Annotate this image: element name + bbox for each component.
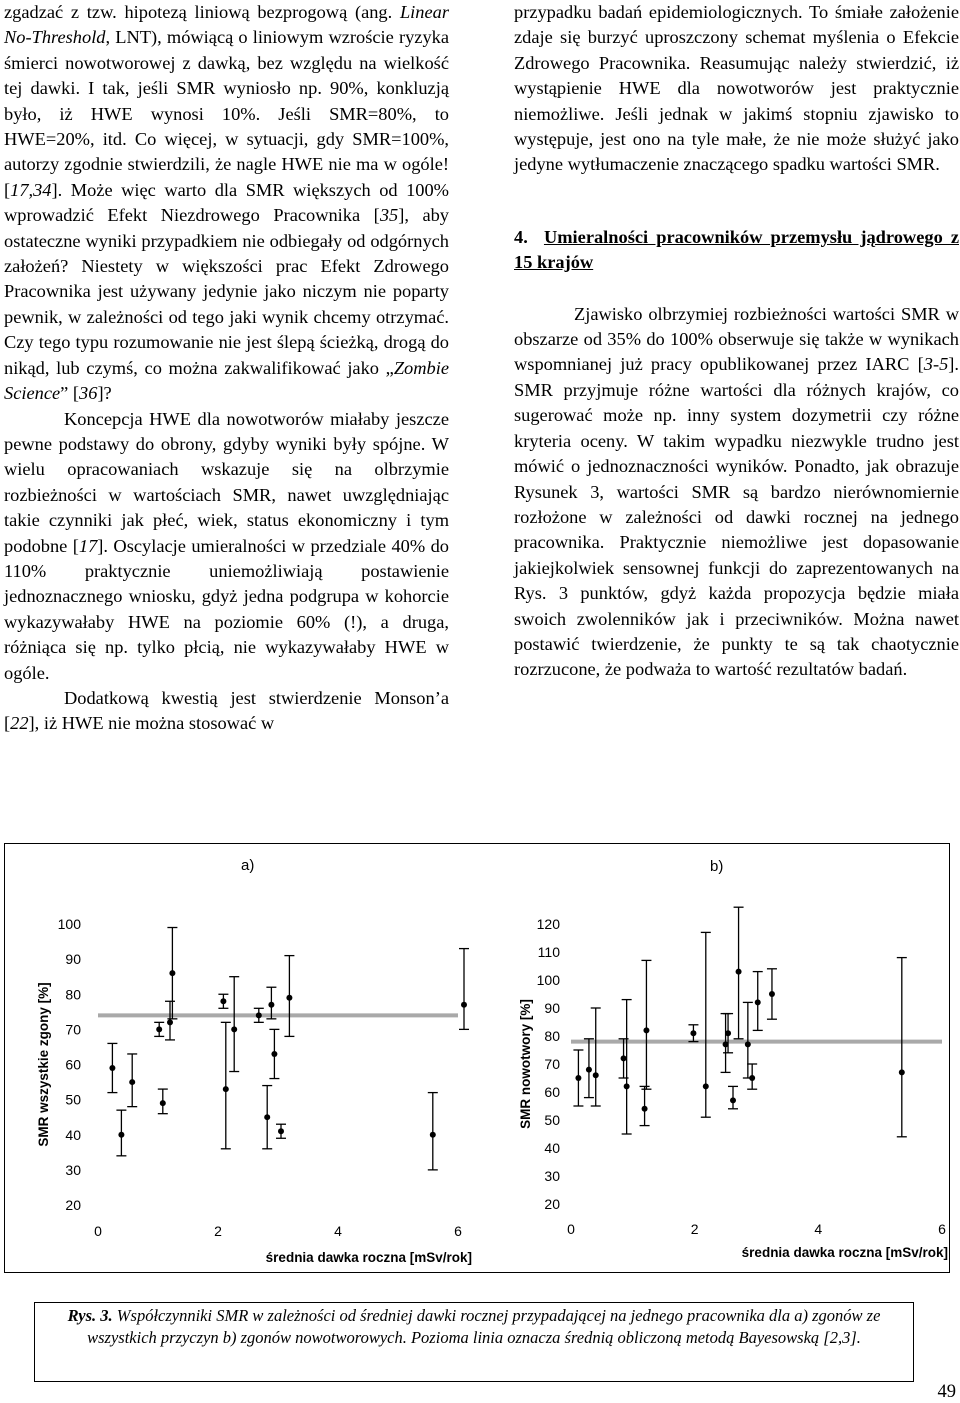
data-point <box>755 999 761 1005</box>
text-run: 36 <box>79 383 98 404</box>
y-tick-label: 30 <box>65 1161 81 1178</box>
data-point <box>430 1132 436 1138</box>
y-axis-label: SMR wszystkie zgony [%] <box>36 982 51 1147</box>
page-number: 49 <box>937 1382 956 1402</box>
y-tick-label: 120 <box>536 916 560 932</box>
text-run: Zombie Science <box>4 357 449 404</box>
y-tick-label: 100 <box>57 916 81 932</box>
y-tick-label: 90 <box>65 951 81 968</box>
text-run: zgadzać z tzw. hipotezą liniową bezprogową (ang. <box>4 2 400 22</box>
paragraph-hwe-concept <box>4 407 449 686</box>
text-run: Zjawisko olbrzymiej rozbieżności wartości SMR w obszarze od 35% do 100% obserwuje się także w wynikach wspomnianej już pracy opublikowanej przez IARC [ <box>514 303 959 375</box>
chart-a-svg <box>10 895 480 1280</box>
y-tick-label: 70 <box>65 1021 81 1038</box>
y-tick-label: 60 <box>544 1084 560 1100</box>
figure-label-a: a) <box>241 857 255 874</box>
data-point <box>156 1026 162 1032</box>
text-run: , LNT), mówiącą o liniowym wzroście ryzyka śmierci nowotworowej z dawką, bez względu na wielkość tej dawki. I tak, jeśli SMR wyniosło np. 90%, konkluzją było, iż HWE wynosi 10%. Jeśli SMR=80%, to HWE=20%, itd. Co więcej, w sytuacji, gdy SMR=100%, autorzy zgodnie stwierdzili, że nagle HWE nie ma w ogóle! [ <box>4 27 449 200</box>
text-run: 17 <box>78 535 98 556</box>
y-tick-label: 40 <box>65 1126 81 1143</box>
data-point <box>278 1128 284 1134</box>
caption-label: Rys. 3. <box>67 1306 113 1325</box>
text-run: przypadku badań epidemiologicznych. To śmiałe założenie zdaje się burzyć uproszczony schemat myślenia o Efekcie Zdrowego Pracownika. Reasumując należy stwierdzić, iż wystąpienie HWE dla nowotworów jest praktycznie niemożliwe. Jeśli jednak w jakimś stopniu zjawisko to występuje, jest ono na tyle małe, że nie może służyć jako jedyne wytłumaczenie znaczącego spadku wartości SMR. <box>514 2 959 175</box>
chart-b-svg <box>480 895 950 1280</box>
data-point <box>256 1012 262 1018</box>
data-point <box>286 995 292 1001</box>
y-tick-label: 20 <box>544 1196 560 1212</box>
paragraph-continued <box>4 0 449 407</box>
text-run: 17,34 <box>10 179 52 200</box>
y-tick-label: 60 <box>65 1056 81 1073</box>
x-tick-label: 4 <box>334 1223 342 1239</box>
section-heading <box>514 225 959 276</box>
data-point <box>575 1075 581 1081</box>
data-point <box>899 1069 905 1075</box>
left-column <box>4 0 449 737</box>
figure-label-b: b) <box>710 858 724 875</box>
data-point <box>769 991 775 997</box>
data-point <box>231 1026 237 1032</box>
text-run: 22 <box>10 713 29 734</box>
y-tick-label: 80 <box>544 1028 560 1044</box>
x-tick-label: 6 <box>454 1223 462 1239</box>
text-run: Linear No-Threshold <box>4 2 449 48</box>
text-run: ]. Może więc warto dla SMR większych od 100% wprowadzić Efekt Niezdrowego Pracownika [ <box>4 179 449 226</box>
data-point <box>736 969 742 975</box>
data-point <box>725 1030 731 1036</box>
data-point <box>129 1079 135 1085</box>
paragraph-iarc <box>514 302 959 683</box>
data-point <box>271 1051 277 1057</box>
y-axis-label: SMR nowotwory [%] <box>518 999 533 1129</box>
paragraph-epidemiology <box>514 0 959 178</box>
text-run: ], iż HWE nie można stosować w <box>28 713 275 734</box>
y-tick-label: 30 <box>544 1168 560 1184</box>
right-column <box>514 0 959 683</box>
data-point <box>690 1030 696 1036</box>
data-point <box>621 1055 627 1061</box>
paragraph-monson <box>4 686 449 737</box>
text-run: ]. Oscylacje umieralności w przedziale 40% do 110% praktycznie uniemożliwiają postawienie jednoznacznego wniosku, gdyż jedna podgrupa w kohorcie wykazywałaby HWE na poziomie 60% (!), a druga, różniąca się np. tylko płcią, nie wykazywałaby HWE w ogóle. <box>4 535 449 683</box>
y-tick-label: 110 <box>537 944 560 960</box>
x-tick-label: 2 <box>214 1223 222 1239</box>
x-tick-label: 6 <box>938 1221 946 1237</box>
chart-a <box>10 895 480 1285</box>
data-point <box>268 1002 274 1008</box>
x-tick-label: 2 <box>690 1221 699 1237</box>
text-run: Dodatkową kwestią jest stwierdzenie Monson’a [ <box>4 687 449 734</box>
data-point <box>461 1002 467 1008</box>
data-point <box>223 1086 229 1092</box>
x-axis-label: średnia dawka roczna [mSv/rok] <box>265 1250 472 1265</box>
data-point <box>264 1114 270 1120</box>
section-number: 4. <box>514 226 528 247</box>
y-tick-label: 70 <box>544 1056 560 1072</box>
y-tick-label: 20 <box>65 1197 81 1213</box>
y-tick-label: 40 <box>544 1140 560 1156</box>
section-title: Umieralności pracowników przemysłu jądrowego z 15 krajów <box>514 226 959 273</box>
text-run: Koncepcja HWE dla nowotworów miałaby jeszcze pewne podstawy do obrony, gdyby wyniki były spójne. W wielu opracowaniach wskazuje się na olbrzymie rozbieżności w wartościach SMR, nawet uwzględniając takie czynniki jak płeć, wiek, status ekonomiczny i tym podobne [ <box>4 408 449 556</box>
chart-b <box>480 895 950 1285</box>
y-tick-label: 100 <box>536 972 560 988</box>
data-point <box>642 1106 648 1112</box>
text-run: 35 <box>379 205 399 226</box>
data-point <box>643 1027 649 1033</box>
data-point <box>745 1041 751 1047</box>
text-run: 3-5 <box>923 354 949 375</box>
text-run: ” [ <box>60 383 80 404</box>
data-point <box>624 1083 630 1089</box>
text-run: ], aby ostateczne wyniki przypadkiem nie odbiegały od odgórnych założeń? Niestety w większości prac Efekt Zdrowego Pracownika jest używany jedynie jako niczym nie poparty pewnik, w zależności od tego jaki wynik chcemy otrzymać. Czy tego typu rozumowanie nie jest ślepą ścieżką, drogą do nikąd, lub czymś, co można zakwalifikować jako „ <box>4 205 450 378</box>
data-point <box>220 998 226 1004</box>
data-point <box>730 1097 736 1103</box>
y-tick-label: 80 <box>65 986 81 1003</box>
figure-caption <box>34 1302 914 1382</box>
y-tick-label: 90 <box>544 1000 560 1016</box>
x-tick-label: 0 <box>94 1223 102 1239</box>
data-point <box>703 1083 709 1089</box>
caption-text: Współczynniki SMR w zależności od średniej dawki rocznej przypadającej na jednego pracownika dla a) zgonów ze wszystkich przyczyn b) zgonów nowotworowych. Pozioma linia oznacza średnią obliczoną metodą Bayesowską [2,3]. <box>87 1306 881 1347</box>
data-point <box>118 1132 124 1138</box>
data-point <box>167 1019 173 1025</box>
text-run: ]? <box>97 383 112 404</box>
x-axis-label: średnia dawka roczna [mSv/rok] <box>741 1245 948 1260</box>
data-point <box>169 970 175 976</box>
data-point <box>586 1067 592 1073</box>
y-tick-label: 50 <box>544 1112 560 1128</box>
x-tick-label: 4 <box>814 1221 823 1237</box>
data-point <box>160 1100 166 1106</box>
x-tick-label: 0 <box>567 1221 575 1237</box>
data-point <box>749 1075 755 1081</box>
data-point <box>593 1072 599 1078</box>
data-point <box>109 1065 115 1071</box>
text-run: ]. SMR przyjmuje różne wartości dla różnych krajów, co sugerować może np. inny system dozymetrii czy różne kryteria oceny. W takim wypadku niezwykle trudno jest mówić o jednoznaczności wyników. Ponadto, jak obrazuje Rysunek 3, wartości SMR są bardzo nierównomiernie rozłożone w zależności od dawki rocznej na jednego pracownika. Praktycznie niemożliwe jest dopasowanie jakiejkolwiek sensownej funkcji do zaprezentowanych na Rys. 3 punktów, gdyż każda propozycja będzie miała swoich zwolenników jak i przeciwników. Można nawet postawić twierdzenie, że punkty te są tak chaotycznie rozrzucone, że podważa to wartość rezultatów badań. <box>514 354 959 680</box>
y-tick-label: 50 <box>65 1091 81 1108</box>
